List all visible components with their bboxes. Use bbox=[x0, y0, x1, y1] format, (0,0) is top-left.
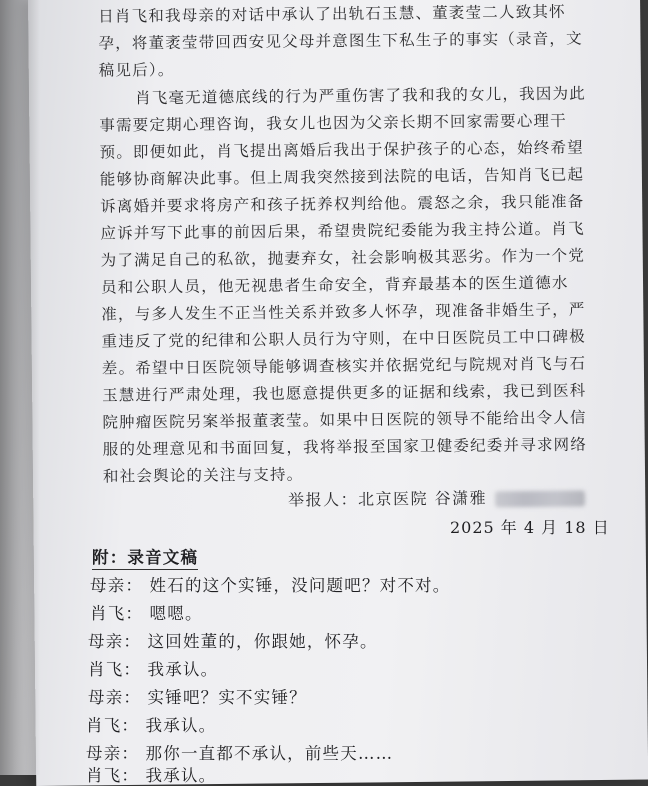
dialogue-line: 母亲： 这回姓董的，你跟她，怀孕。 bbox=[88, 632, 378, 651]
letter-line: 肖飞毫无道德底线的行为严重伤害了我和我的女儿，我因为此 bbox=[134, 84, 587, 108]
letter-line: 玉慧进行严肃处理，我也愿意提供更多的证据和线索，我已到医科 bbox=[102, 381, 587, 405]
letter-line: 能够协商解决此事。但上周我突然接到法院的电话，告知肖飞已起 bbox=[99, 165, 585, 189]
letter-line: 孕，将董袤莹带回西安见父母并意图生下私生子的事实（录音，文 bbox=[98, 29, 583, 53]
letter-line: 稿见后）。 bbox=[98, 60, 175, 80]
letter-line: 诉离婚并要求将房产和孩子抚养权判给他。震怒之余，我只能准备 bbox=[100, 192, 585, 216]
dialogue-line: 肖飞： 我承认。 bbox=[86, 766, 217, 785]
letter-line: 日肖飞和我母亲的对话中承认了出轨石玉慧、董袤莹二人致其怀 bbox=[98, 2, 566, 26]
dialogue-line: 母亲： 姓石的这个实锤，没问题吧？对不对。 bbox=[90, 576, 451, 595]
letter-date: 2025 年 4 月 18 日 bbox=[450, 518, 610, 537]
letter-line: 差。希望中日医院领导能够调查核实并依据党纪与院规对肖飞与石 bbox=[101, 354, 587, 378]
letter-line: 服的处理意见和书面回复，我将举报至国家卫健委纪委并寻求网络 bbox=[102, 435, 588, 459]
letter-line: 事需要定期心理咨询，我女儿也因为父亲长期不回家需要心理干 bbox=[99, 111, 567, 135]
letter-line: 院肿瘤医院另案举报董袤莹。如果中日医院的领导不能给出令人信 bbox=[102, 408, 587, 432]
letter-line: 重违反了党的纪律和公职人员行为守则，在中日医院员工中口碑极 bbox=[101, 327, 586, 351]
letter-line: 准，与多人发生不正当性关系并致多人怀孕，现准备非婚生子，严 bbox=[101, 300, 586, 324]
letter-line: 员和公职人员，他无视患者生命安全，背弃最基本的医生道德水 bbox=[100, 273, 569, 297]
dialogue-line: 肖飞： 我承认。 bbox=[86, 716, 217, 735]
reporter-label: 举报人：北京医院 谷潇雅 bbox=[287, 488, 488, 510]
dialogue-line: 母亲： 实锤吧？实不实锤？ bbox=[88, 688, 307, 707]
letter-line: 应诉并写下此事的前因后果，希望贵院纪委能为我主持公道。肖飞 bbox=[100, 219, 585, 243]
signature-line bbox=[288, 484, 585, 510]
dialogue-line: 肖飞： 我承认。 bbox=[88, 660, 219, 679]
letter-line: 为了满足自己的私欲，抛妻弃女，社会影响极其恶劣。作为一个党 bbox=[100, 246, 586, 270]
attachment-title: 附：录音文稿 bbox=[92, 544, 198, 570]
dialogue-line: 母亲： 那你一直都不承认，前些天…… bbox=[86, 744, 394, 763]
dialogue-line: 肖飞： 嗯嗯。 bbox=[90, 604, 203, 623]
letter-line: 预。即便如此，肖飞提出离婚后我出于保护孩子的心态，始终希望 bbox=[99, 138, 584, 162]
redacted-blur bbox=[495, 490, 585, 507]
letter-line: 和社会舆论的关注与支持。 bbox=[102, 465, 304, 486]
